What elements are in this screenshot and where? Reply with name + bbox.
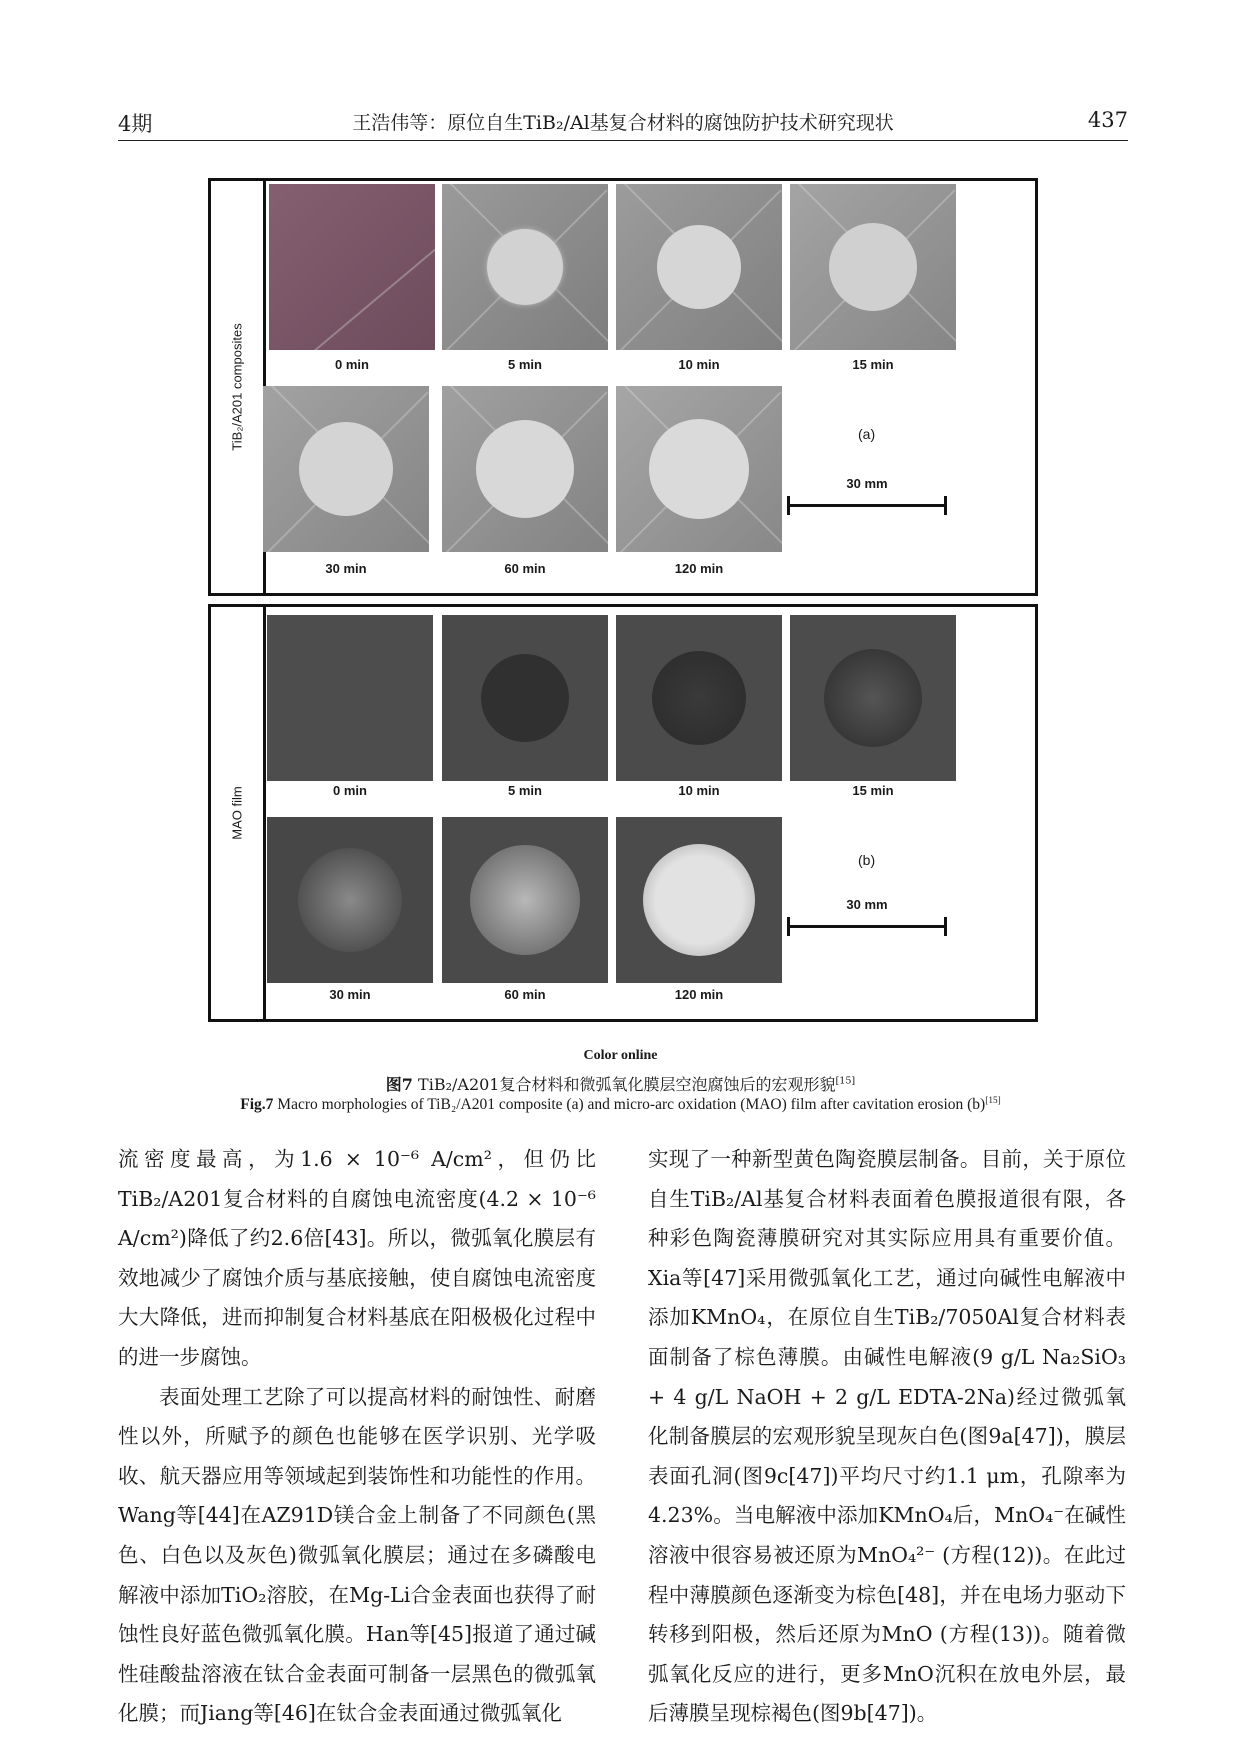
panel-b-side-label [211, 607, 266, 1019]
panel-a-letter: (a) [858, 426, 876, 442]
sample-photo-b-10min [616, 615, 782, 781]
figure-panel-a [208, 178, 1038, 596]
sample-photo-b-60min [442, 817, 608, 983]
figure-caption-cn [0, 1072, 1241, 1095]
time-label: 0 min [333, 783, 367, 798]
time-label: 10 min [678, 783, 720, 798]
scratch-line [276, 227, 435, 350]
page-number: 437 [1087, 108, 1128, 132]
sample-photo-b-30min [267, 817, 433, 983]
body-column-right [648, 1140, 1126, 1734]
body-paragraph: 表面处理工艺除了可以提高材料的耐蚀性、耐磨性以外，所赋予的颜色也能够在医学识别、光学吸收、航天器应用等领域起到装饰性和功能性的作用。Wang等[44]在AZ91D镁合金上制备了不同颜色(黑色、白色以及灰色)微弧氧化膜层；通过在多磷酸电解液中添加TiO₂溶胶，在Mg-Li合金表面也获得了耐蚀性良好蓝色微弧氧化膜。Han等[45]报道了通过碱性硅酸盐溶液在钛合金表面可制备一层黑色的微弧氧化膜；而Jiang等[46]在钛合金表面通过微弧氧化 [118, 1384, 596, 1726]
erosion-spot [476, 420, 574, 518]
time-label: 15 min [852, 783, 894, 798]
panel-a-side-label [211, 181, 266, 593]
running-header [118, 104, 1128, 141]
caption-cn-ref: [15] [835, 1075, 856, 1087]
caption-en-label: Fig.7 [240, 1096, 274, 1114]
time-label: 15 min [852, 357, 894, 372]
erosion-spot [481, 654, 569, 742]
sample-photo-a-10min [616, 184, 782, 350]
time-label: 120 min [674, 987, 724, 1002]
running-title: 王浩伟等：原位自生TiB₂/Al基复合材料的腐蚀防护技术研究现状 [352, 112, 894, 134]
scale-bar-label: 30 mm [846, 897, 888, 912]
sample-photo-b-15min [790, 615, 956, 781]
erosion-spot [652, 651, 746, 745]
caption-cn-text: TiB₂/A201复合材料和微弧氧化膜层空泡腐蚀后的宏观形貌 [418, 1075, 836, 1094]
sample-photo-b-120min [616, 817, 782, 983]
time-label: 10 min [678, 357, 720, 372]
sample-photo-a-5min [442, 184, 608, 350]
body-column-left [118, 1140, 596, 1734]
panel-b-letter: (b) [858, 852, 876, 868]
sample-photo-b-5min [442, 615, 608, 781]
panel-a-side-label-text: TiB₂/A201 composites [229, 323, 245, 451]
erosion-spot [824, 649, 922, 747]
erosion-spot [298, 848, 402, 952]
caption-en-text: Macro morphologies of TiB₂/A201 composite (a) and micro-arc oxidation (MAO) film after cavitation erosion (b) [277, 1096, 986, 1114]
erosion-spot [470, 845, 580, 955]
body-paragraph: 实现了一种新型黄色陶瓷膜层制备。目前，关于原位自生TiB₂/Al基复合材料表面着色膜报道很有限，各种彩色陶瓷薄膜研究对其实际应用具有重要价值。Xia等[47]采用微弧氧化工艺，通过向碱性电解液中添加KMnO₄，在原位自生TiB₂/7050Al复合材料表面制备了棕色薄膜。由碱性电解液(9 g/L Na₂SiO₃ + 4 g/L NaOH + 2 g/L EDTA-2Na)经过微弧氧化制备膜层的宏观形貌呈现灰白色(图9a[47])，膜层表面孔洞(图9c[47])平均尺寸约1.1 μm，孔隙率为4.23%。当电解液中添加KMnO₄后，MnO₄⁻在碱性溶液中很容易被还原为MnO₄²⁻ (方程(12))。在此过程中薄膜颜色逐渐变为棕色[48]，并在电场力驱动下转移到阳极，然后还原为MnO (方程(13))。随着微弧氧化反应的进行，更多MnO沉积在放电外层，最后薄膜呈现棕褐色(图9b[47])。 [648, 1147, 1126, 1726]
erosion-spot [299, 422, 393, 516]
sample-photo-a-30min [263, 386, 429, 552]
time-label: 5 min [508, 783, 542, 798]
sample-photo-a-60min [442, 386, 608, 552]
time-label: 60 min [504, 561, 546, 576]
panel-b-side-label-text: MAO film [229, 786, 245, 840]
issue-number: 4期 [118, 112, 153, 136]
sample-photo-a-120min [616, 386, 782, 552]
erosion-spot [657, 225, 741, 309]
sample-photo-a-0min [269, 184, 435, 350]
color-online-note: Color online [583, 1048, 658, 1063]
caption-cn-label: 图7 [385, 1075, 413, 1094]
sample-photo-a-15min [790, 184, 956, 350]
erosion-spot [649, 419, 749, 519]
scale-bar [787, 925, 947, 928]
time-label: 120 min [674, 561, 724, 576]
sample-photo-b-0min [267, 615, 433, 781]
erosion-spot [829, 223, 917, 311]
erosion-spot [643, 844, 755, 956]
time-label: 30 min [329, 987, 371, 1002]
body-paragraph: 流密度最高，为1.6 × 10⁻⁶ A/cm²，但仍比TiB₂/A201复合材料的自腐蚀电流密度(4.2 × 10⁻⁶ A/cm²)降低了约2.6倍[43]。所以，微弧氧化膜层有效地减少了腐蚀介质与基底接触，使自腐蚀电流密度大大降低，进而抑制复合材料基底在阳极极化过程中的进一步腐蚀。 [118, 1147, 596, 1369]
time-label: 30 min [325, 561, 367, 576]
figure-panel-b [208, 604, 1038, 1022]
time-label: 5 min [508, 357, 542, 372]
scale-bar-label: 30 mm [846, 476, 888, 491]
time-label: 60 min [504, 987, 546, 1002]
erosion-spot [487, 229, 563, 305]
time-label: 0 min [335, 357, 369, 372]
scale-bar [787, 504, 947, 507]
caption-en-ref: [15] [985, 1096, 1001, 1106]
figure-caption-en [0, 1096, 1241, 1114]
